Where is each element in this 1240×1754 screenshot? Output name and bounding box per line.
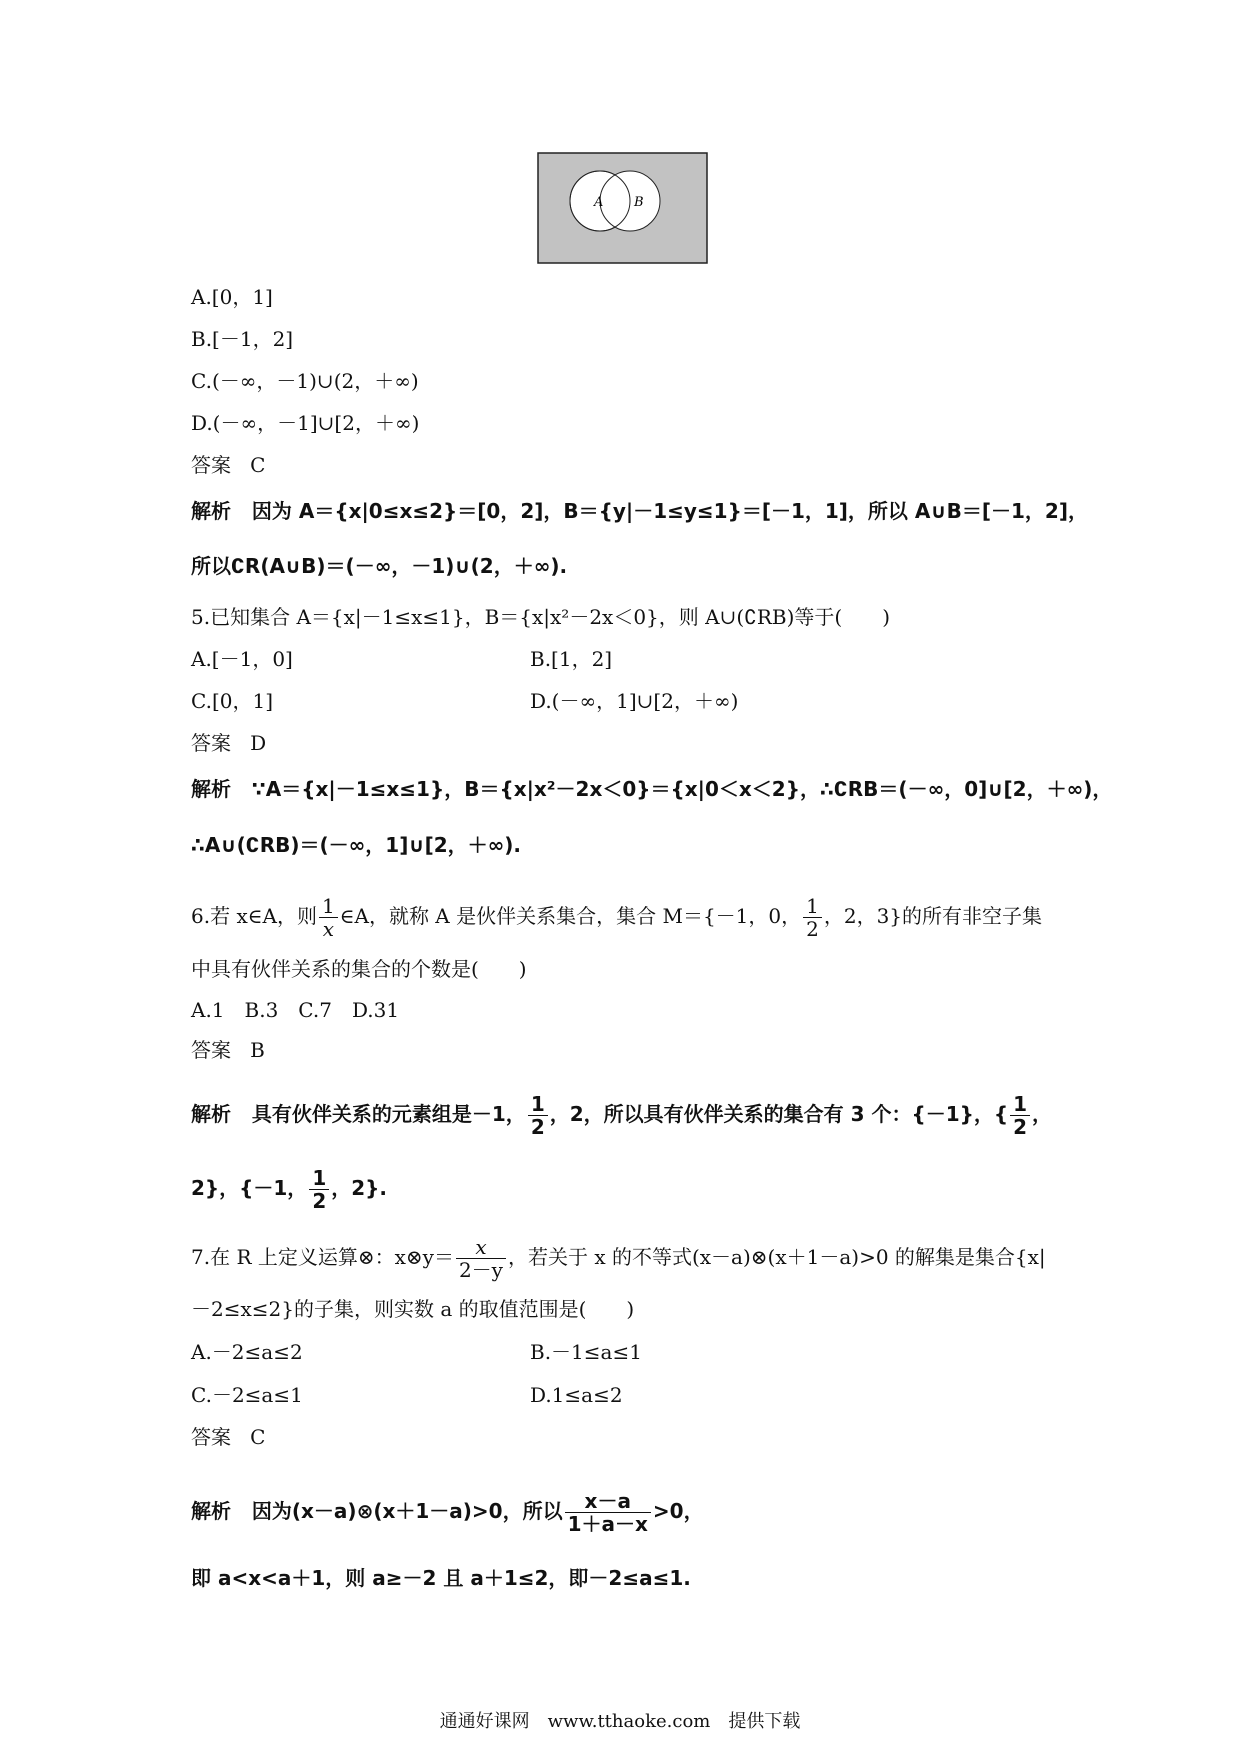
fraction-denominator: 1＋a－x <box>567 1512 648 1536</box>
q4-analysis-line-1 <box>191 497 1088 525</box>
q6-stem-line-1 <box>191 895 1042 940</box>
q7-stem-post: ，若关于 x 的不等式(x－a)⊗(x＋1－a)>0 的解集是集合{x| <box>507 1245 1046 1269</box>
q6-analysis-text-2b: ，2}. <box>331 1176 387 1200</box>
q7-answer-row <box>191 1423 265 1451</box>
page-footer: 通通好课网 www.tthaoke.com 提供下载 <box>439 1711 801 1732</box>
q6-options: A.1 B.3 C.7 D.31 <box>191 998 400 1022</box>
q7-option-d: D.1≤a≤2 <box>530 1383 623 1407</box>
q7-analysis-text-1b: >0， <box>652 1499 704 1523</box>
answer-label: 答案 <box>191 731 231 755</box>
q6-answer-row <box>191 1036 265 1064</box>
q7-fraction <box>456 1236 506 1281</box>
analysis-label: 解析 <box>191 1499 231 1523</box>
venn-diagram <box>537 152 708 264</box>
q7-analysis-text-1a: 因为(x－a)⊗(x＋1－a)>0，所以 <box>251 1499 563 1523</box>
q6-stem-mid: ∈A，就称 A 是伙伴关系集合，集合 M＝{－1，0， <box>339 904 802 928</box>
q4-option-a: A.[0，1] <box>191 285 273 309</box>
q5-option-d: D.(－∞，1]∪[2，＋∞) <box>530 689 739 713</box>
q5-option-b: B.[1，2] <box>530 647 613 671</box>
q6-analysis-text-1b: ，2，所以具有伙伴关系的集合有 3 个：{－1}，{ <box>549 1102 1009 1126</box>
fraction-numerator: x－a <box>565 1490 651 1513</box>
q7-stem-line-1 <box>191 1236 1046 1281</box>
q6-stem-line-2: 中具有伙伴关系的集合的个数是( ) <box>191 957 527 981</box>
q5-stem: 5.已知集合 A＝{x|－1≤x≤1}，B＝{x|x²－2x＜0}，则 A∪(∁RB)等于( ) <box>191 605 891 629</box>
fraction-numerator: 1 <box>803 895 822 918</box>
q6-analysis-text-1c: ， <box>1032 1102 1053 1126</box>
q5-analysis-line-2: ∴A∪(∁RB)＝(－∞，1]∪[2，＋∞). <box>191 833 522 857</box>
q6-analysis-line-2 <box>191 1167 387 1212</box>
q6-analysis-half-1 <box>528 1093 548 1138</box>
q4-answer-row <box>191 451 265 479</box>
q7-stem-pre: 7.在 R 上定义运算⊗：x⊗y＝ <box>191 1245 454 1269</box>
fraction-denominator: 2 <box>530 1115 545 1139</box>
q7-stem-line-2: －2≤x≤2}的子集，则实数 a 的取值范围是( ) <box>191 1297 635 1321</box>
q6-fraction-one-over-x <box>319 895 338 940</box>
analysis-label: 解析 <box>191 499 231 523</box>
q6-analysis-line-1 <box>191 1093 1052 1138</box>
venn-label-b: B <box>634 195 644 210</box>
q4-analysis-line-2: 所以∁R(A∪B)＝(－∞，－1)∪(2，＋∞). <box>191 554 568 578</box>
venn-label-a: A <box>594 195 604 210</box>
q4-analysis-text-1: 因为 A＝{x|0≤x≤2}＝[0，2]，B＝{y|－1≤y≤1}＝[－1，1]，所以 A∪B＝[－1，2]， <box>251 499 1088 523</box>
q6-analysis-text-1a: 具有伙伴关系的元素组是－1， <box>251 1102 526 1126</box>
fraction-denominator: 2－y <box>458 1258 503 1282</box>
q6-stem-post: ，2，3}的所有非空子集 <box>823 904 1043 928</box>
q6-answer: B <box>250 1038 265 1062</box>
fraction-denominator: 2 <box>1013 1115 1028 1139</box>
q4-option-b: B.[－1，2] <box>191 327 294 351</box>
q6-analysis-text-2a: 2}，{－1， <box>191 1176 308 1200</box>
q5-answer-row <box>191 729 266 757</box>
q5-analysis-line-1 <box>191 775 1112 803</box>
q5-answer: D <box>250 731 267 755</box>
q6-analysis-half-2 <box>1010 1093 1030 1138</box>
fraction-denominator: x <box>322 917 334 941</box>
q7-analysis-line-2: 即 a<x<a＋1，则 a≥－2 且 a＋1≤2，即－2≤a≤1. <box>191 1566 691 1590</box>
q7-analysis-line-1 <box>191 1490 704 1535</box>
q4-option-c: C.(－∞，－1)∪(2，＋∞) <box>191 369 419 393</box>
q5-analysis-text-1: ∵A＝{x|－1≤x≤1}，B＝{x|x²－2x＜0}＝{x|0＜x＜2}，∴∁RB＝(－∞，0]∪[2，＋∞)， <box>251 777 1113 801</box>
q7-option-a: A.－2≤a≤2 <box>191 1340 303 1364</box>
fraction-denominator: 2 <box>806 917 819 941</box>
fraction-numerator: x <box>456 1236 506 1259</box>
analysis-label: 解析 <box>191 777 231 801</box>
q7-answer: C <box>250 1425 266 1449</box>
q7-option-b: B.－1≤a≤1 <box>530 1340 642 1364</box>
fraction-numerator: 1 <box>1010 1093 1030 1116</box>
fraction-numerator: 1 <box>309 1167 329 1190</box>
q5-option-c: C.[0，1] <box>191 689 274 713</box>
q5-option-a: A.[－1，0] <box>191 647 293 671</box>
q6-analysis-half-3 <box>309 1167 329 1212</box>
q7-analysis-fraction <box>565 1490 651 1535</box>
q6-fraction-half <box>803 895 822 940</box>
answer-label: 答案 <box>191 1038 231 1062</box>
analysis-label: 解析 <box>191 1102 231 1126</box>
answer-label: 答案 <box>191 1425 231 1449</box>
q7-option-c: C.－2≤a≤1 <box>191 1383 303 1407</box>
q4-answer: C <box>250 453 266 477</box>
fraction-numerator: 1 <box>528 1093 548 1116</box>
q4-option-d: D.(－∞，－1]∪[2，＋∞) <box>191 411 420 435</box>
fraction-numerator: 1 <box>319 895 338 918</box>
q6-stem-pre: 6.若 x∈A，则 <box>191 904 317 928</box>
answer-label: 答案 <box>191 453 231 477</box>
fraction-denominator: 2 <box>312 1189 327 1213</box>
